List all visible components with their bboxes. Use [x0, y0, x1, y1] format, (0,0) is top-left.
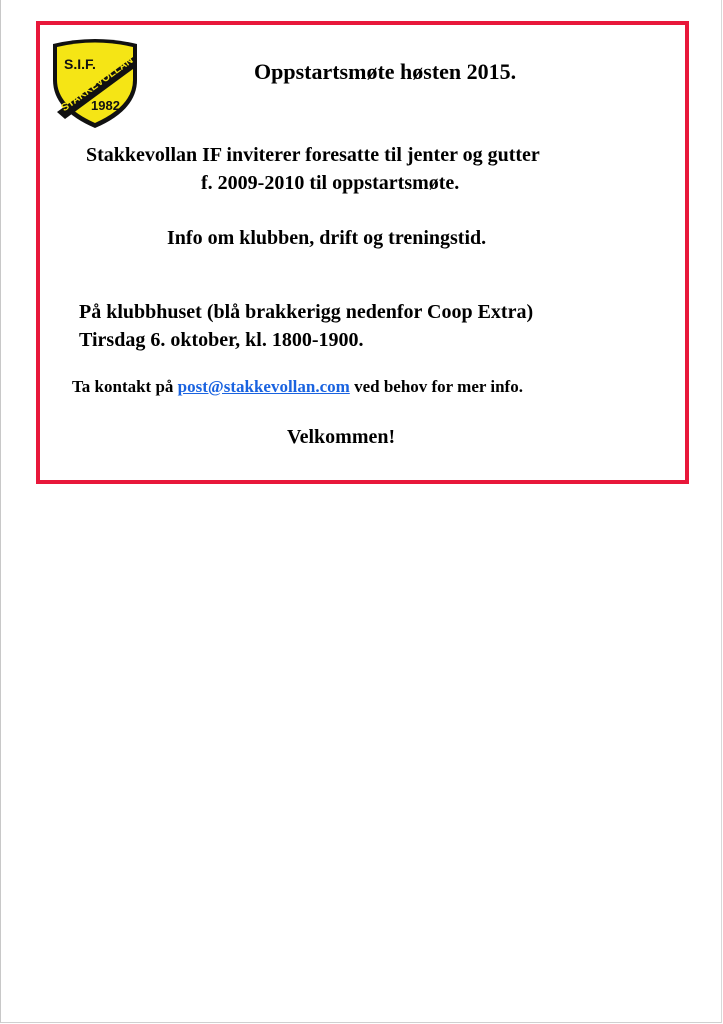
intro-line-1: Stakkevollan IF inviterer foresatte til jenter og gutter: [86, 144, 540, 166]
shield-logo-icon: [47, 36, 143, 130]
email-link[interactable]: post@stakkevollan.com: [177, 377, 350, 396]
intro-line-2: f. 2009-2010 til oppstartsmøte.: [201, 172, 460, 194]
page-title: Oppstartsmøte høsten 2015.: [254, 59, 517, 84]
contact-line: [72, 378, 523, 395]
logo-band-text: STAKKEVOLLAN: [58, 54, 136, 115]
contact-suffix: ved behov for mer info.: [349, 377, 523, 396]
info-line: Info om klubben, drift og treningstid.: [167, 227, 487, 249]
logo-top-text: S.I.F.: [64, 56, 96, 72]
club-logo: [47, 36, 143, 130]
welcome-text: Velkommen!: [287, 426, 396, 448]
location-line: På klubbhuset (blå brakkerigg nedenfor Coop Extra): [79, 301, 534, 323]
date-line: Tirsdag 6. oktober, kl. 1800-1900.: [79, 329, 364, 351]
logo-year: 1982: [91, 98, 120, 113]
contact-prefix: Ta kontakt på: [72, 377, 178, 396]
